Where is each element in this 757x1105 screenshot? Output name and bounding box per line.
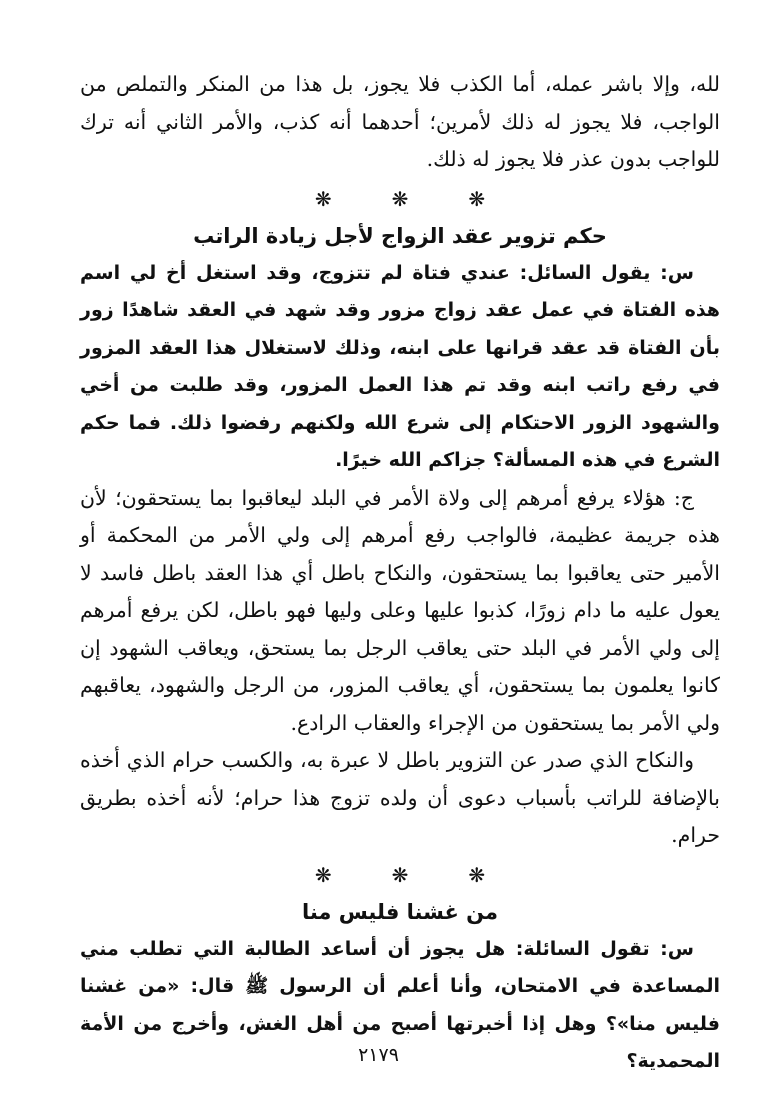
question-paragraph: س: تقول السائلة: هل يجوز أن أساعد الطالبة التي تطلب مني المساعدة في الامتحان، وأنا أعلم أن الرسول ﷺ قال: «من غشنا فليس منا»؟ وهل إذا أخبرتها أصبح من أهل الغش، وأخرج من الأمة المحمدية؟ — [80, 937, 720, 1072]
section-title: حكم تزوير عقد الزواج لأجل زيادة الراتب — [193, 223, 607, 248]
answer-paragraph: والنكاح الذي صدر عن التزوير باطل لا عبرة به، والكسب حرام الذي أخذه بالإضافة للراتب بأسباب دعوى أن ولده تزوج هذا حرام؛ لأنه أخذه بطريق حرام. — [80, 748, 720, 847]
section-title: من غشنا فليس منا — [301, 899, 499, 924]
page-number: ٢١٧٩ — [358, 1044, 399, 1066]
separator-star-icon: ❋ — [314, 186, 332, 211]
separator-star-icon: ❋ — [391, 862, 409, 887]
continuation-paragraph: لله، وإلا باشر عمله، أما الكذب فلا يجوز، بل هذا من المنكر والتملص من الواجب، فلا يجوز له ذلك لأمرين؛ أحدهما أنه كذب، والأمر الثاني أنه ترك للواجب بدون عذر فلا يجوز له ذلك. — [80, 72, 720, 171]
separator-star-icon: ❋ — [314, 862, 332, 887]
separator-star-icon: ❋ — [468, 186, 486, 211]
separator-star-icon: ❋ — [468, 862, 486, 887]
question-paragraph: س: يقول السائل: عندي فتاة لم تتزوج، وقد استغل أخ لي اسم هذه الفتاة في عمل عقد زواج مزور وقد شهد في العقد شاهدًا زور بأن الفتاة قد عقد قرانها على ابنه، وذلك لاستغلال هذا العقد المزور في رفع راتب ابنه وقد تم هذا العمل المزور، وقد طلبت من أخي والشهود الزور الاحتكام إلى شرع الله ولكنهم رفضوا ذلك. فما حكم الشرع في هذه المسألة؟ جزاكم الله خيرًا. — [80, 261, 720, 471]
separator-star-icon: ❋ — [391, 186, 409, 211]
answer-paragraph: ج: هؤلاء يرفع أمرهم إلى ولاة الأمر في البلد ليعاقبوا بما يستحقون؛ لأن هذه جريمة عظيمة، فالواجب رفع أمرهم إلى ولي الأمر من المحكمة أو الأمير حتى يعاقبوا بما يستحقون، والنكاح باطل أي هذا العقد باطل فاسد لا يعول عليه ما دام زورًا، كذبوا عليها وعلى وليها فهو باطل، لكن يرفع أمرهم إلى ولي الأمر في البلد حتى يعاقب الرجل بما يستحق، ويعاقب الشهود إن كانوا يعلمون بما يستحقون، أي يعاقب المزور، من الرجل والشهود، يعاقبهم ولي الأمر بما يستحقون من الإجراء والعقاب الرادع. — [80, 485, 720, 735]
section-separator — [80, 183, 720, 215]
section-separator — [80, 859, 720, 891]
page-body — [80, 66, 720, 1081]
